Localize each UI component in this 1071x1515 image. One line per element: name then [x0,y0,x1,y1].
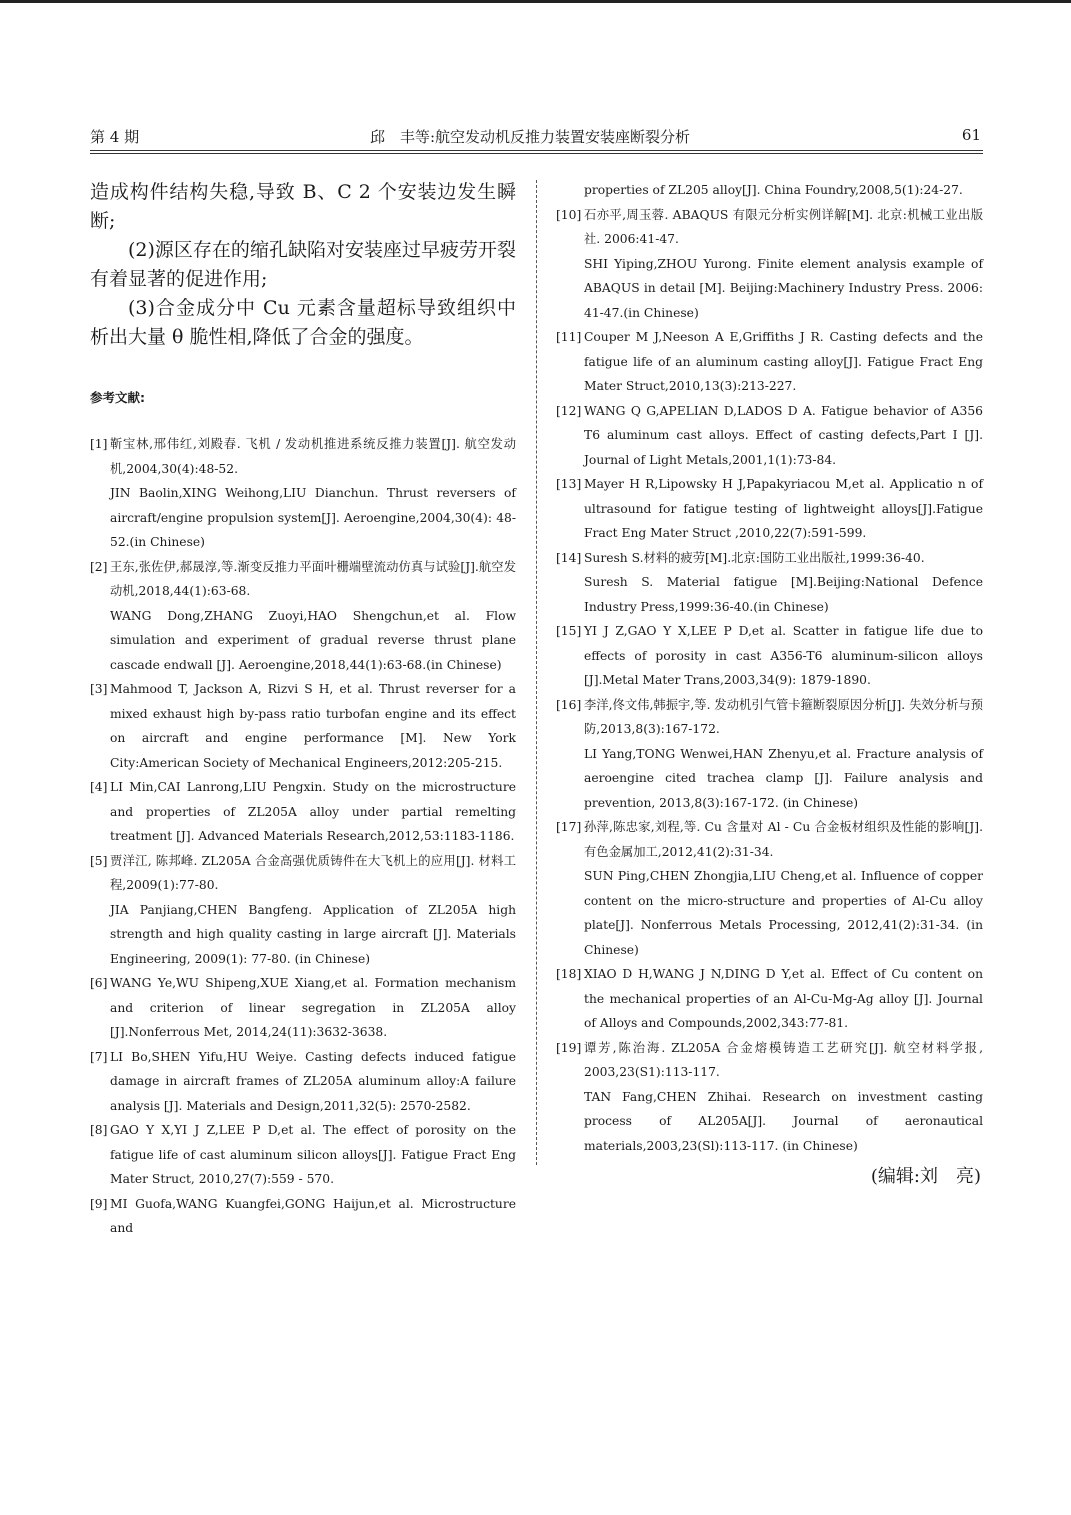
reference-text: Mayer H R,Lipowsky H J,Papakyriacou M,et al. Applicatio n of ultrasound for fatigue testing of lightweight alloys[J].Fatigue Fract Eng Mater Struct ,2010,22(7):591-599. [584,477,983,540]
reference-text: 靳宝林,邢伟红,刘殿春. 飞机 / 发动机推进系统反推力装置[J]. 航空发动机,2004,30(4):48-52. [110,437,516,476]
issue-label: 第 4 期 [90,128,140,146]
reference-number: [12] [556,403,582,418]
running-header [90,126,983,152]
reference-item [556,546,983,620]
reference-english: SHI Yiping,ZHOU Yurong. Finite element analysis example of ABAQUS in detail [M]. Beijing:Machinery Industry Press. 2006: 41-47.(in Chinese) [584,256,983,320]
reference-item [90,1118,516,1192]
reference-item [90,1045,516,1119]
reference-english: LI Yang,TONG Wenwei,HAN Zhenyu,et al. Fracture analysis of aeroengine cited trachea clamp [J]. Failure analysis and prevention, 2013,8(3):167-172. (in Chinese) [584,746,983,810]
reference-item [90,1192,516,1241]
reference-number: [14] [556,550,582,565]
reference-number: [7] [90,1049,108,1064]
reference-number: [10] [556,207,582,222]
reference-list-right [556,203,983,1159]
reference-text: Mahmood T, Jackson A, Rizvi S H, et al. Thrust reverser for a mixed exhaust high by-pass ratio turbofan engine and its effect on aircraft and engine performance [M]. New York City:American Society of Mechanical Engineers,2012:205-215. [110,682,516,770]
reference-item [90,775,516,849]
reference-number: [2] [90,559,108,574]
reference-number: [17] [556,820,582,834]
reference-text: 谭芳,陈治海. ZL205A 合金熔模铸造工艺研究[J]. 航空材料学报, 2003,23(S1):113-117. [584,1040,983,1079]
reference-item [556,962,983,1036]
reference-item [90,677,516,775]
body-paragraph: (2)源区存在的缩孔缺陷对安装座过早疲劳开裂有着显著的促进作用; [90,239,516,290]
reference-item [556,693,983,816]
references-heading: 参考文献: [90,390,145,405]
reference-english: Suresh S. Material fatigue [M].Beijing:National Defence Industry Press,1999:36-40.(in Chinese) [584,575,983,614]
reference-english: JIN Baolin,XING Weihong,LIU Dianchun. Thrust reversers of aircraft/engine propulsion system[J]. Aeroengine,2004,30(4): 48-52.(in Chinese) [110,486,516,549]
reference-item [90,432,516,555]
reference-item [90,971,516,1045]
reference-number: [1] [90,437,108,451]
reference-number: [5] [90,853,108,868]
reference-text: WANG Ye,WU Shipeng,XUE Xiang,et al. Formation mechanism and criterion of linear segregation in ZL205A alloy [J].Nonferrous Met, 2014,24(11):3632-3638. [110,976,516,1039]
reference-continuation: properties of ZL205 alloy[J]. China Foundry,2008,5(1):24-27. [584,183,963,197]
reference-text: 王东,张佐伊,郝晟淳,等.渐变反推力平面叶栅端壁流动仿真与试验[J].航空发动机,2018,44(1):63-68. [110,559,516,598]
reference-item [90,555,516,678]
column-divider [536,180,537,1165]
reference-text: LI Bo,SHEN Yifu,HU Weiye. Casting defects induced fatigue damage in aircraft frames of ZL205A aluminum alloy:A failure analysis [J]. Materials and Design,2011,32(5): 2570-2582. [110,1049,516,1113]
reference-number: [6] [90,976,108,990]
reference-number: [18] [556,967,582,981]
left-column [90,178,516,1241]
reference-item [556,203,983,326]
header-rule-top [90,150,983,151]
reference-text: 贾洋江, 陈邦峰. ZL205A 合金高强优质铸件在大飞机上的应用[J]. 材料工程,2009(1):77-80. [110,853,516,892]
reference-number: [19] [556,1040,582,1055]
reference-english: SUN Ping,CHEN Zhongjia,LIU Cheng,et al. Influence of copper content on the micro-structure and properties of Al-Cu alloy plate[J]. Nonferrous Metals Processing, 2012,41(2):31-34. (in Chinese) [584,869,983,957]
page-number: 61 [961,126,981,144]
reference-item [556,472,983,546]
reference-english: WANG Dong,ZHANG Zuoyi,HAO Shengchun,et al. Flow simulation and experiment of gradual reverse thrust plane cascade endwall [J]. Aeroengine,2018,44(1):63-68.(in Chinese) [110,608,516,672]
reference-text: Couper M J,Neeson A E,Griffiths J R. Casting defects and the fatigue life of an aluminum casting alloy[J]. Fatigue Fract Eng Mater Struct,2010,13(3):213-227. [584,330,983,393]
reference-text: YI J Z,GAO Y X,LEE P D,et al. Scatter in fatigue life due to effects of porosity in cast A356-T6 aluminum-silicon alloys [J].Metal Mater Trans,2003,34(9): 1879-1890. [584,624,983,687]
reference-text: 石亦平,周玉蓉. ABAQUS 有限元分析实例详解[M]. 北京:机械工业出版社. 2006:41-47. [584,207,983,246]
reference-number: [15] [556,624,582,638]
body-paragraph: 造成构件结构失稳,导致 B、C 2 个安装边发生瞬断; [90,181,516,232]
reference-item [556,399,983,473]
reference-number: [8] [90,1123,108,1137]
reference-number: [4] [90,780,108,794]
reference-text: GAO Y X,YI J Z,LEE P D,et al. The effect of porosity on the fatigue life of cast aluminum silicon alloys[J]. Fatigue Fract Eng Mater Struct, 2010,27(7):559 - 570. [110,1123,516,1186]
reference-text: MI Guofa,WANG Kuangfei,GONG Haijun,et al. Microstructure and [110,1196,516,1235]
body-paragraph: (3)合金成分中 Cu 元素含量超标导致组织中析出大量 θ 脆性相,降低了合金的强度。 [90,297,516,348]
right-column [556,178,983,1188]
reference-text: LI Min,CAI Lanrong,LIU Pengxin. Study on the microstructure and properties of ZL205A alloy under partial remelting treatment [J]. Advanced Materials Research,2012,53:1183-1186. [110,780,516,843]
reference-text: Suresh S.材料的疲劳[M].北京:国防工业出版社,1999:36-40. [584,550,925,565]
reference-text: 孙萍,陈忠家,刘程,等. Cu 含量对 Al - Cu 合金板材组织及性能的影响[J]. 有色金属加工,2012,41(2):31-34. [584,820,983,859]
reference-item [556,619,983,693]
editor-credit: (编辑:刘 亮) [870,1166,981,1187]
reference-item [556,815,983,962]
reference-item [556,1036,983,1159]
reference-number: [9] [90,1196,108,1211]
reference-text: 李洋,佟文伟,韩振宇,等. 发动机引气管卡箍断裂原因分析[J]. 失效分析与预防,2013,8(3):167-172. [584,697,983,736]
reference-english: JIA Panjiang,CHEN Bangfeng. Application of ZL205A high strength and high quality casting in large aircraft [J]. Materials Engineering, 2009(1): 77-80. (in Chinese) [110,902,516,966]
top-border [0,0,1071,3]
reference-number: [16] [556,697,582,712]
reference-number: [3] [90,682,108,696]
header-rule-bottom [90,153,983,154]
reference-item [556,325,983,399]
reference-number: [13] [556,477,582,491]
reference-number: [11] [556,330,582,344]
running-title: 邱 丰等:航空发动机反推力装置安装座断裂分析 [370,128,691,146]
reference-text: WANG Q G,APELIAN D,LADOS D A. Fatigue behavior of A356 T6 aluminum cast alloys. Effect of casting defects,Part I [J]. Journal of Light Metals,2001,1(1):73-84. [584,403,983,467]
reference-list-left [90,432,516,1241]
reference-text: XIAO D H,WANG J N,DING D Y,et al. Effect of Cu content on the mechanical properties of an Al-Cu-Mg-Ag alloy [J]. Journal of Alloys and Compounds,2002,343:77-81. [584,967,983,1030]
reference-item [90,849,516,972]
reference-english: TAN Fang,CHEN Zhihai. Research on investment casting process of AL205A[J]. Journal of aeronautical materials,2003,23(Sl):113-117. (in Chinese) [584,1089,983,1153]
